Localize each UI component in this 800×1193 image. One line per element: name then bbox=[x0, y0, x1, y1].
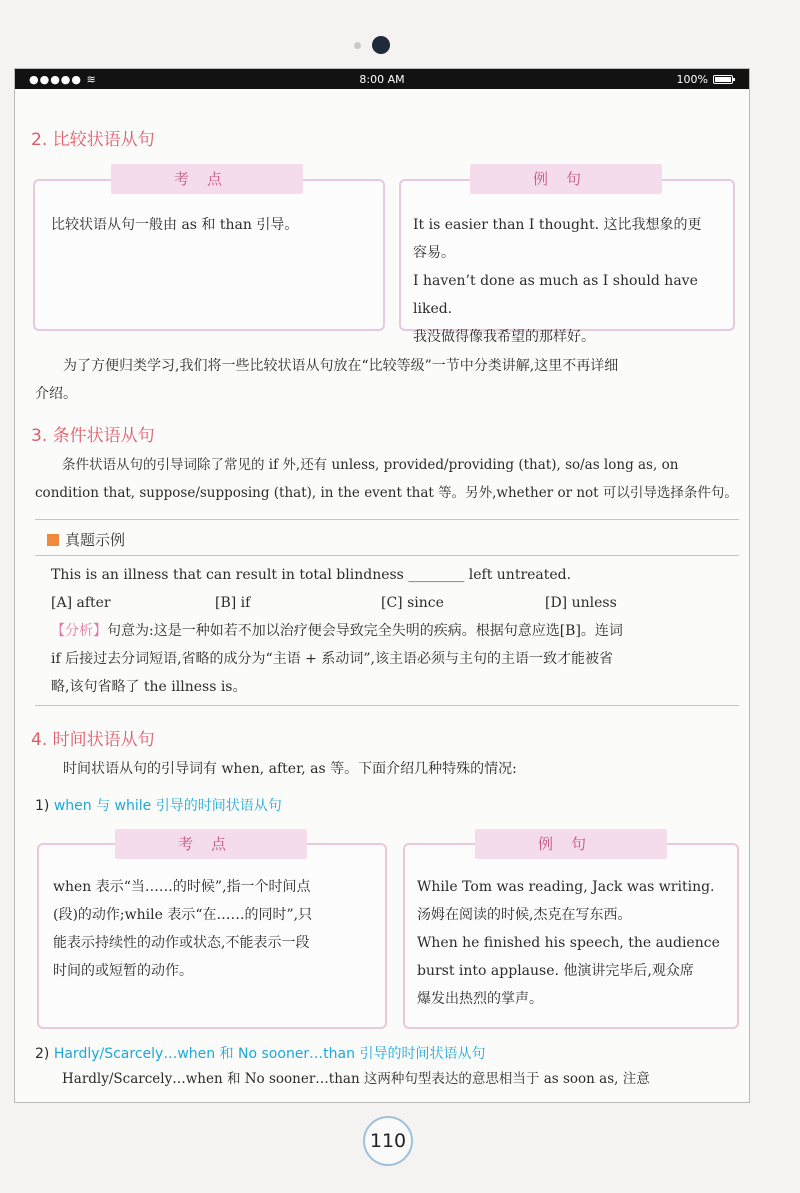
page-dot-active[interactable] bbox=[372, 36, 390, 54]
paragraph-line: 为了方便归类学习,我们将一些比较状语从句放在“比较等级”一节中分类讲解,这里不再详细 bbox=[63, 358, 619, 374]
exam-analysis bbox=[51, 617, 741, 701]
example-line: I haven’t done as much as I should have liked. bbox=[413, 273, 698, 317]
sub2-heading bbox=[35, 1043, 485, 1063]
sec2-kaodian-tab: 考点 bbox=[111, 164, 303, 194]
sec4-liju-tab: 例句 bbox=[475, 829, 667, 859]
paragraph-line: Hardly/Scarcely…when 和 No sooner…than 这两种句型表达的意思相当于 as soon as, 注意 bbox=[62, 1071, 650, 1087]
section-3-title: 3. 条件状语从句 bbox=[31, 426, 155, 446]
square-bullet-icon bbox=[47, 534, 59, 546]
sub2-number: 2) bbox=[35, 1046, 50, 1062]
paragraph-line: 条件状语从句的引导词除了常见的 if 外,还有 unless, provided/providing (that), so/as long as, on bbox=[62, 457, 679, 473]
page-dot-inactive[interactable] bbox=[354, 42, 361, 49]
sub2-paragraph bbox=[35, 1065, 747, 1093]
status-bar bbox=[15, 69, 749, 89]
paragraph-line: 时间状语从句的引导词有 when, after, as 等。下面介绍几种特殊的情况: bbox=[63, 761, 517, 777]
example-line: 我没做得像我希望的那样好。 bbox=[413, 329, 595, 345]
sub2-title: Hardly/Scarcely…when 和 No sooner…than 引导的时间状语从句 bbox=[53, 1046, 486, 1062]
example-line: 容易。 bbox=[413, 245, 455, 261]
sec2-paragraph bbox=[35, 352, 735, 408]
exam-top-rule bbox=[35, 519, 739, 520]
choice-a: [A] after bbox=[51, 595, 111, 611]
sec2-kaodian-text: 比较状语从句一般由 as 和 than 引导。 bbox=[51, 217, 299, 233]
sec2-liju-text bbox=[413, 211, 725, 351]
analysis-line bbox=[51, 617, 741, 645]
battery-icon bbox=[713, 75, 733, 84]
choice-c: [C] since bbox=[381, 595, 444, 611]
sub1-heading bbox=[35, 795, 282, 815]
sub1-number: 1) bbox=[35, 798, 50, 814]
example-line: When he finished his speech, the audience bbox=[417, 935, 720, 951]
sec4-kaodian-tab: 考点 bbox=[115, 829, 307, 859]
sec2-kaodian-box bbox=[33, 179, 385, 331]
choice-b: [B] if bbox=[215, 595, 251, 611]
rule-line: (段)的动作;while 表示“在……的同时”,只 bbox=[53, 907, 313, 923]
battery-percent: 100% bbox=[676, 73, 708, 86]
analysis-label: 【分析】 bbox=[51, 623, 107, 639]
exam-question: This is an illness that can result in total blindness ________ left untreated. bbox=[51, 567, 572, 583]
section-4-title: 4. 时间状语从句 bbox=[31, 730, 155, 750]
example-line: burst into applause. 他演讲完毕后,观众席 bbox=[417, 963, 694, 979]
example-line: It is easier than I thought. 这比我想象的更 bbox=[413, 217, 702, 233]
paragraph-line: condition that, suppose/supposing (that), in the event that 等。另外,whether or not 可以引导选择条件句。 bbox=[35, 485, 738, 501]
analysis-line: if 后接过去分词短语,省略的成分为“主语 + 系动词”,该主语必须与主句的主语一致才能被省 bbox=[51, 651, 613, 667]
analysis-text: 句意为:这是一种如若不加以治疗便会导致完全失明的疾病。根据句意应选[B]。连词 bbox=[107, 623, 623, 639]
choice-d: [D] unless bbox=[545, 595, 617, 611]
page-content bbox=[15, 89, 749, 1102]
tablet-screen bbox=[14, 68, 750, 1103]
rule-line: when 表示“当……的时候”,指一个时间点 bbox=[53, 879, 311, 895]
status-time: 8:00 AM bbox=[359, 73, 405, 86]
paragraph-line: 介绍。 bbox=[35, 386, 77, 402]
page-number: 110 bbox=[363, 1116, 413, 1166]
sec2-liju-tab: 例句 bbox=[470, 164, 662, 194]
rule-line: 时间的或短暂的动作。 bbox=[53, 963, 193, 979]
example-line: 汤姆在阅读的时候,杰克在写东西。 bbox=[417, 907, 632, 923]
sec4-liju-text bbox=[417, 873, 733, 1013]
sec4-intro bbox=[35, 755, 517, 783]
sec4-kaodian-text bbox=[53, 873, 383, 985]
analysis-line: 略,该句省略了 the illness is。 bbox=[51, 679, 247, 695]
battery-indicator bbox=[677, 73, 733, 86]
exam-bottom-rule bbox=[35, 705, 739, 706]
exam-header-rule bbox=[35, 555, 739, 556]
rule-line: 能表示持续性的动作或状态,不能表示一段 bbox=[53, 935, 310, 951]
signal-wifi-icon: ●●●●● ≋ bbox=[29, 73, 97, 86]
example-line: While Tom was reading, Jack was writing. bbox=[417, 879, 715, 895]
exam-header bbox=[47, 529, 125, 550]
example-line: 爆发出热烈的掌声。 bbox=[417, 991, 543, 1007]
sub1-title: when 与 while 引导的时间状语从句 bbox=[53, 798, 282, 814]
exam-title: 真题示例 bbox=[65, 531, 126, 549]
section-2-title: 2. 比较状语从句 bbox=[31, 130, 155, 150]
sec3-paragraph bbox=[35, 451, 747, 507]
